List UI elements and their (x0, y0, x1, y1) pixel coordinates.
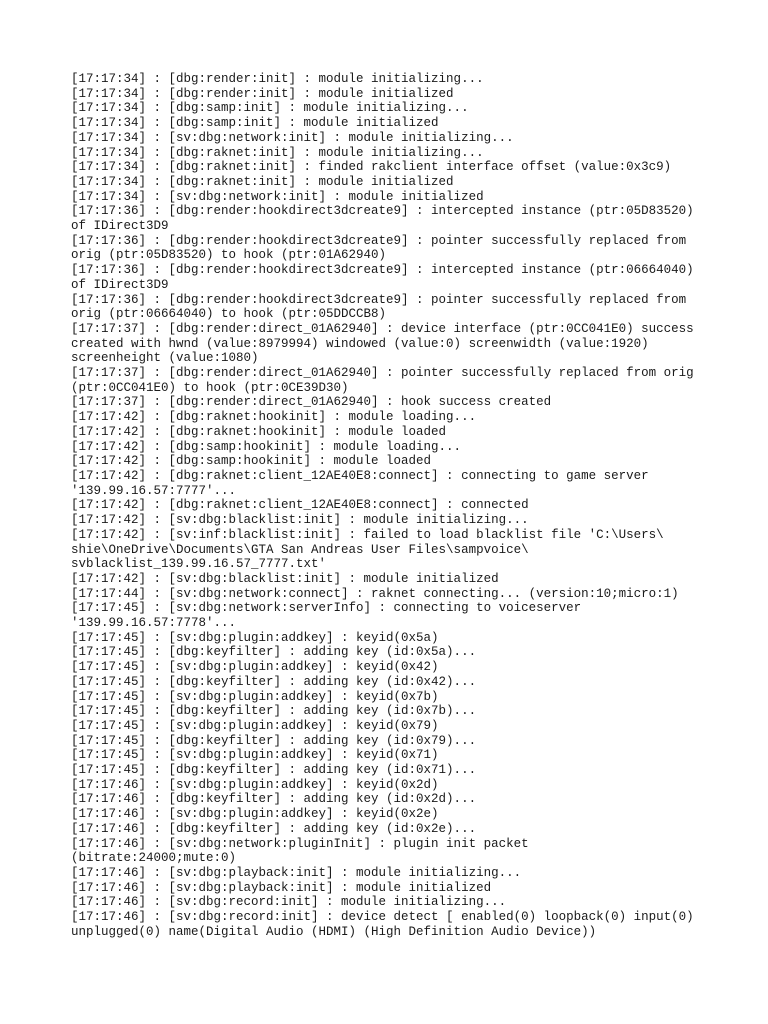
log-line: [17:17:45] : [dbg:keyfilter] : adding key (id:0x42)... (71, 674, 477, 689)
log-line: [17:17:42] : [dbg:raknet:hookinit] : module loading... (71, 410, 477, 425)
log-page (71, 72, 711, 939)
log-line: [17:17:42] : [sv:dbg:blacklist:init] : module initializing... (71, 513, 529, 528)
log-line: [17:17:34] : [dbg:render:init] : module initializing... (71, 72, 484, 86)
log-line: [17:17:42] : [dbg:raknet:client_12AE40E8:connect] : connecting to game server (71, 468, 649, 483)
log-line: '139.99.16.57:7778'... (71, 616, 237, 631)
log-line: [17:17:42] : [dbg:raknet:hookinit] : module loaded (71, 424, 447, 439)
log-line: [17:17:46] : [dbg:keyfilter] : adding key (id:0x2d)... (71, 792, 477, 807)
log-line: [17:17:34] : [sv:dbg:network:init] : module initializing... (71, 130, 514, 145)
log-line: [17:17:45] : [sv:dbg:plugin:addkey] : keyid(0x5a) (71, 630, 439, 645)
log-line: of IDirect3D9 (71, 219, 169, 234)
log-line: [17:17:37] : [dbg:render:direct_01A62940] : pointer successfully replaced from orig (71, 366, 694, 381)
log-line: [17:17:46] : [sv:dbg:playback:init] : module initializing... (71, 865, 522, 880)
log-line: created with hwnd (value:8979994) windowed (value:0) screenwidth (value:1920) (71, 336, 649, 351)
log-line: orig (ptr:05D83520) to hook (ptr:01A62940) (71, 248, 387, 263)
log-line: (bitrate:24000;mute:0) (71, 851, 237, 866)
log-line: [17:17:42] : [dbg:samp:hookinit] : module loading... (71, 439, 462, 454)
log-line: [17:17:34] : [dbg:render:init] : module initialized (71, 86, 454, 101)
log-line: [17:17:45] : [sv:dbg:plugin:addkey] : keyid(0x71) (71, 748, 439, 763)
log-line: [17:17:42] : [dbg:raknet:client_12AE40E8:connect] : connected (71, 498, 529, 513)
log-line: [17:17:44] : [sv:dbg:network:connect] : raknet connecting... (version:10;micro:1) (71, 586, 679, 601)
log-line: unplugged(0) name(Digital Audio (HDMI) (High Definition Audio Device)) (71, 924, 597, 939)
log-line: '139.99.16.57:7777'... (71, 483, 237, 498)
log-line: [17:17:45] : [dbg:keyfilter] : adding key (id:0x5a)... (71, 645, 477, 660)
log-line: [17:17:46] : [sv:dbg:plugin:addkey] : keyid(0x2d) (71, 777, 439, 792)
log-line: of IDirect3D9 (71, 277, 169, 292)
log-line: [17:17:34] : [dbg:raknet:init] : finded rakclient interface offset (value:0x3c9) (71, 160, 672, 175)
log-line: shie\OneDrive\Documents\GTA San Andreas User Files\sampvoice\ (71, 542, 529, 557)
log-line: [17:17:45] : [dbg:keyfilter] : adding key (id:0x7b)... (71, 704, 477, 719)
log-line: [17:17:37] : [dbg:render:direct_01A62940] : device interface (ptr:0CC041E0) success (71, 321, 694, 336)
log-line: [17:17:34] : [sv:dbg:network:init] : module initialized (71, 189, 484, 204)
log-line: svblacklist_139.99.16.57_7777.txt' (71, 557, 327, 572)
log-line: (ptr:0CC041E0) to hook (ptr:0CE39D30) (71, 380, 349, 395)
log-line: orig (ptr:06664040) to hook (ptr:05DDCCB8) (71, 307, 387, 322)
log-line: [17:17:46] : [sv:dbg:record:init] : device detect [ enabled(0) loopback(0) input(0) (71, 910, 694, 925)
log-line: [17:17:45] : [sv:dbg:plugin:addkey] : keyid(0x7b) (71, 689, 439, 704)
log-line: [17:17:45] : [dbg:keyfilter] : adding key (id:0x79)... (71, 733, 477, 748)
log-line: [17:17:34] : [dbg:samp:init] : module initialized (71, 116, 439, 131)
log-line: [17:17:36] : [dbg:render:hookdirect3dcreate9] : pointer successfully replaced from (71, 233, 687, 248)
log-line: [17:17:36] : [dbg:render:hookdirect3dcreate9] : intercepted instance (ptr:05D83520) (71, 204, 694, 219)
log-line: [17:17:34] : [dbg:raknet:init] : module initializing... (71, 145, 484, 160)
log-line: [17:17:46] : [sv:dbg:plugin:addkey] : keyid(0x2e) (71, 807, 439, 822)
log-line: [17:17:46] : [sv:dbg:playback:init] : module initialized (71, 880, 492, 895)
log-line: screenheight (value:1080) (71, 351, 259, 366)
log-line: [17:17:45] : [sv:dbg:network:serverInfo] : connecting to voiceserver (71, 601, 582, 616)
log-line: [17:17:45] : [sv:dbg:plugin:addkey] : keyid(0x79) (71, 718, 439, 733)
log-line: [17:17:45] : [dbg:keyfilter] : adding key (id:0x71)... (71, 763, 477, 778)
log-line: [17:17:42] : [sv:dbg:blacklist:init] : module initialized (71, 571, 499, 586)
log-line: [17:17:46] : [sv:dbg:record:init] : module initializing... (71, 895, 507, 910)
log-line: [17:17:42] : [sv:inf:blacklist:init] : failed to load blacklist file 'C:\Users\ (71, 527, 664, 542)
log-line: [17:17:46] : [sv:dbg:network:pluginInit] : plugin init packet (71, 836, 529, 851)
log-line: [17:17:45] : [sv:dbg:plugin:addkey] : keyid(0x42) (71, 660, 439, 675)
log-line: [17:17:37] : [dbg:render:direct_01A62940] : hook success created (71, 395, 552, 410)
log-line: [17:17:46] : [dbg:keyfilter] : adding key (id:0x2e)... (71, 821, 477, 836)
log-line: [17:17:36] : [dbg:render:hookdirect3dcreate9] : pointer successfully replaced from (71, 292, 687, 307)
log-line: [17:17:34] : [dbg:samp:init] : module initializing... (71, 101, 469, 116)
log-line: [17:17:36] : [dbg:render:hookdirect3dcreate9] : intercepted instance (ptr:06664040) (71, 263, 694, 278)
log-line: [17:17:34] : [dbg:raknet:init] : module initialized (71, 174, 454, 189)
log-line: [17:17:42] : [dbg:samp:hookinit] : module loaded (71, 454, 432, 469)
